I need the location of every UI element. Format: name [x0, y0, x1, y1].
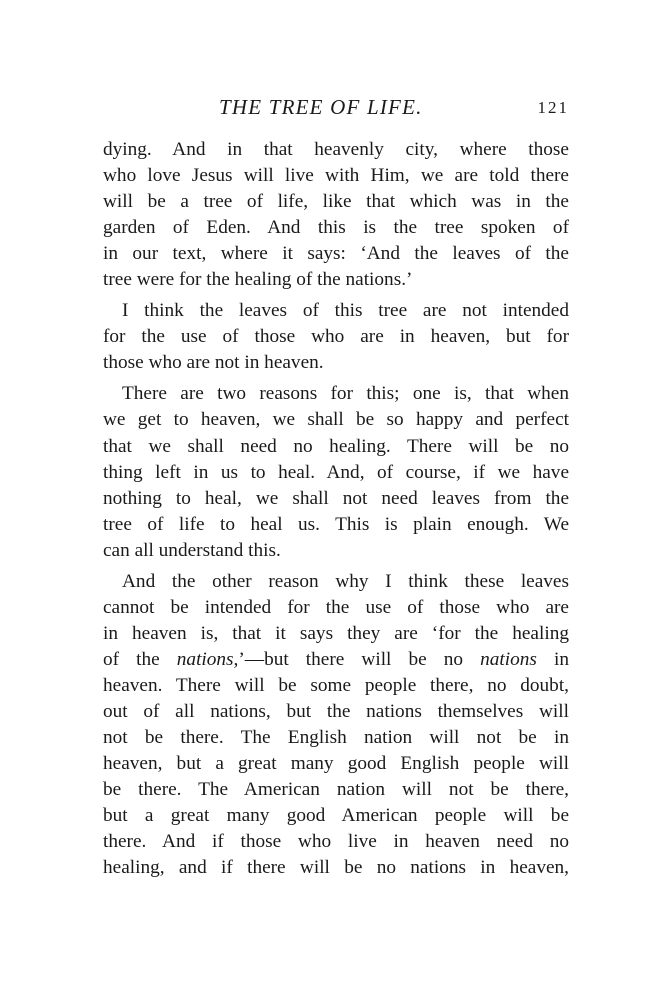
text-line: in heaven is, that it says they are ‘for the healing	[103, 622, 569, 644]
text-line: for the use of those who are in heaven, but for	[103, 326, 569, 348]
text-run: of the	[103, 648, 177, 670]
italic-run: nations,	[176, 648, 239, 670]
running-head	[103, 92, 569, 122]
text-line: heaven, but a great many good English people will	[103, 753, 569, 775]
text-run: in	[536, 648, 569, 670]
text-line: cannot be intended for the use of those who are	[103, 596, 569, 618]
text-line: There are two reasons for this; one is, that when	[122, 383, 569, 405]
text-line: out of all nations, but the nations themselves will	[103, 700, 569, 722]
text-line: will be a tree of life, like that which was in the	[103, 191, 569, 213]
paragraph-3	[103, 381, 569, 563]
running-title: THE TREE OF LIFE.	[219, 95, 423, 119]
text-line: can all understand this.	[103, 539, 281, 561]
text-run: ’—but there will be no	[238, 648, 481, 670]
italic-run: nations	[480, 648, 537, 670]
text-line: And the other reason why I think these leaves	[122, 570, 569, 592]
text-line: in our text, where it says: ‘And the leaves of the	[103, 243, 569, 265]
text-line: garden of Eden. And this is the tree spoken of	[103, 217, 569, 239]
body-text	[103, 137, 569, 881]
text-line: those who are not in heaven.	[103, 352, 324, 374]
text-line: tree were for the healing of the nations.’	[103, 269, 413, 291]
text-line: healing, and if there will be no nations in heaven,	[103, 857, 569, 879]
paragraph-1	[103, 137, 569, 293]
text-line-mixed	[103, 647, 569, 673]
text-line: that we shall need no healing. There will be no	[103, 435, 569, 457]
text-line: but a great many good American people will be	[103, 805, 569, 827]
text-line: I think the leaves of this tree are not intended	[122, 300, 569, 322]
text-line: thing left in us to heal. And, of course, if we have	[103, 461, 569, 483]
text-line: tree of life to heal us. This is plain enough. We	[103, 513, 569, 535]
text-line: heaven. There will be some people there, no doubt,	[103, 674, 569, 696]
text-line: not be there. The English nation will not be in	[103, 727, 569, 749]
text-line: be there. The American nation will not be there,	[103, 779, 569, 801]
page-number: 121	[537, 98, 569, 117]
text-line: we get to heaven, we shall be so happy and perfect	[103, 409, 569, 431]
text-line: nothing to heal, we shall not need leaves from the	[103, 487, 569, 509]
paragraph-2	[103, 298, 569, 376]
text-line: dying. And in that heavenly city, where those	[103, 139, 569, 160]
text-line: there. And if those who live in heaven need no	[103, 831, 569, 853]
paragraph-4	[103, 569, 569, 882]
text-line: who love Jesus will live with Him, we are told there	[103, 165, 569, 187]
